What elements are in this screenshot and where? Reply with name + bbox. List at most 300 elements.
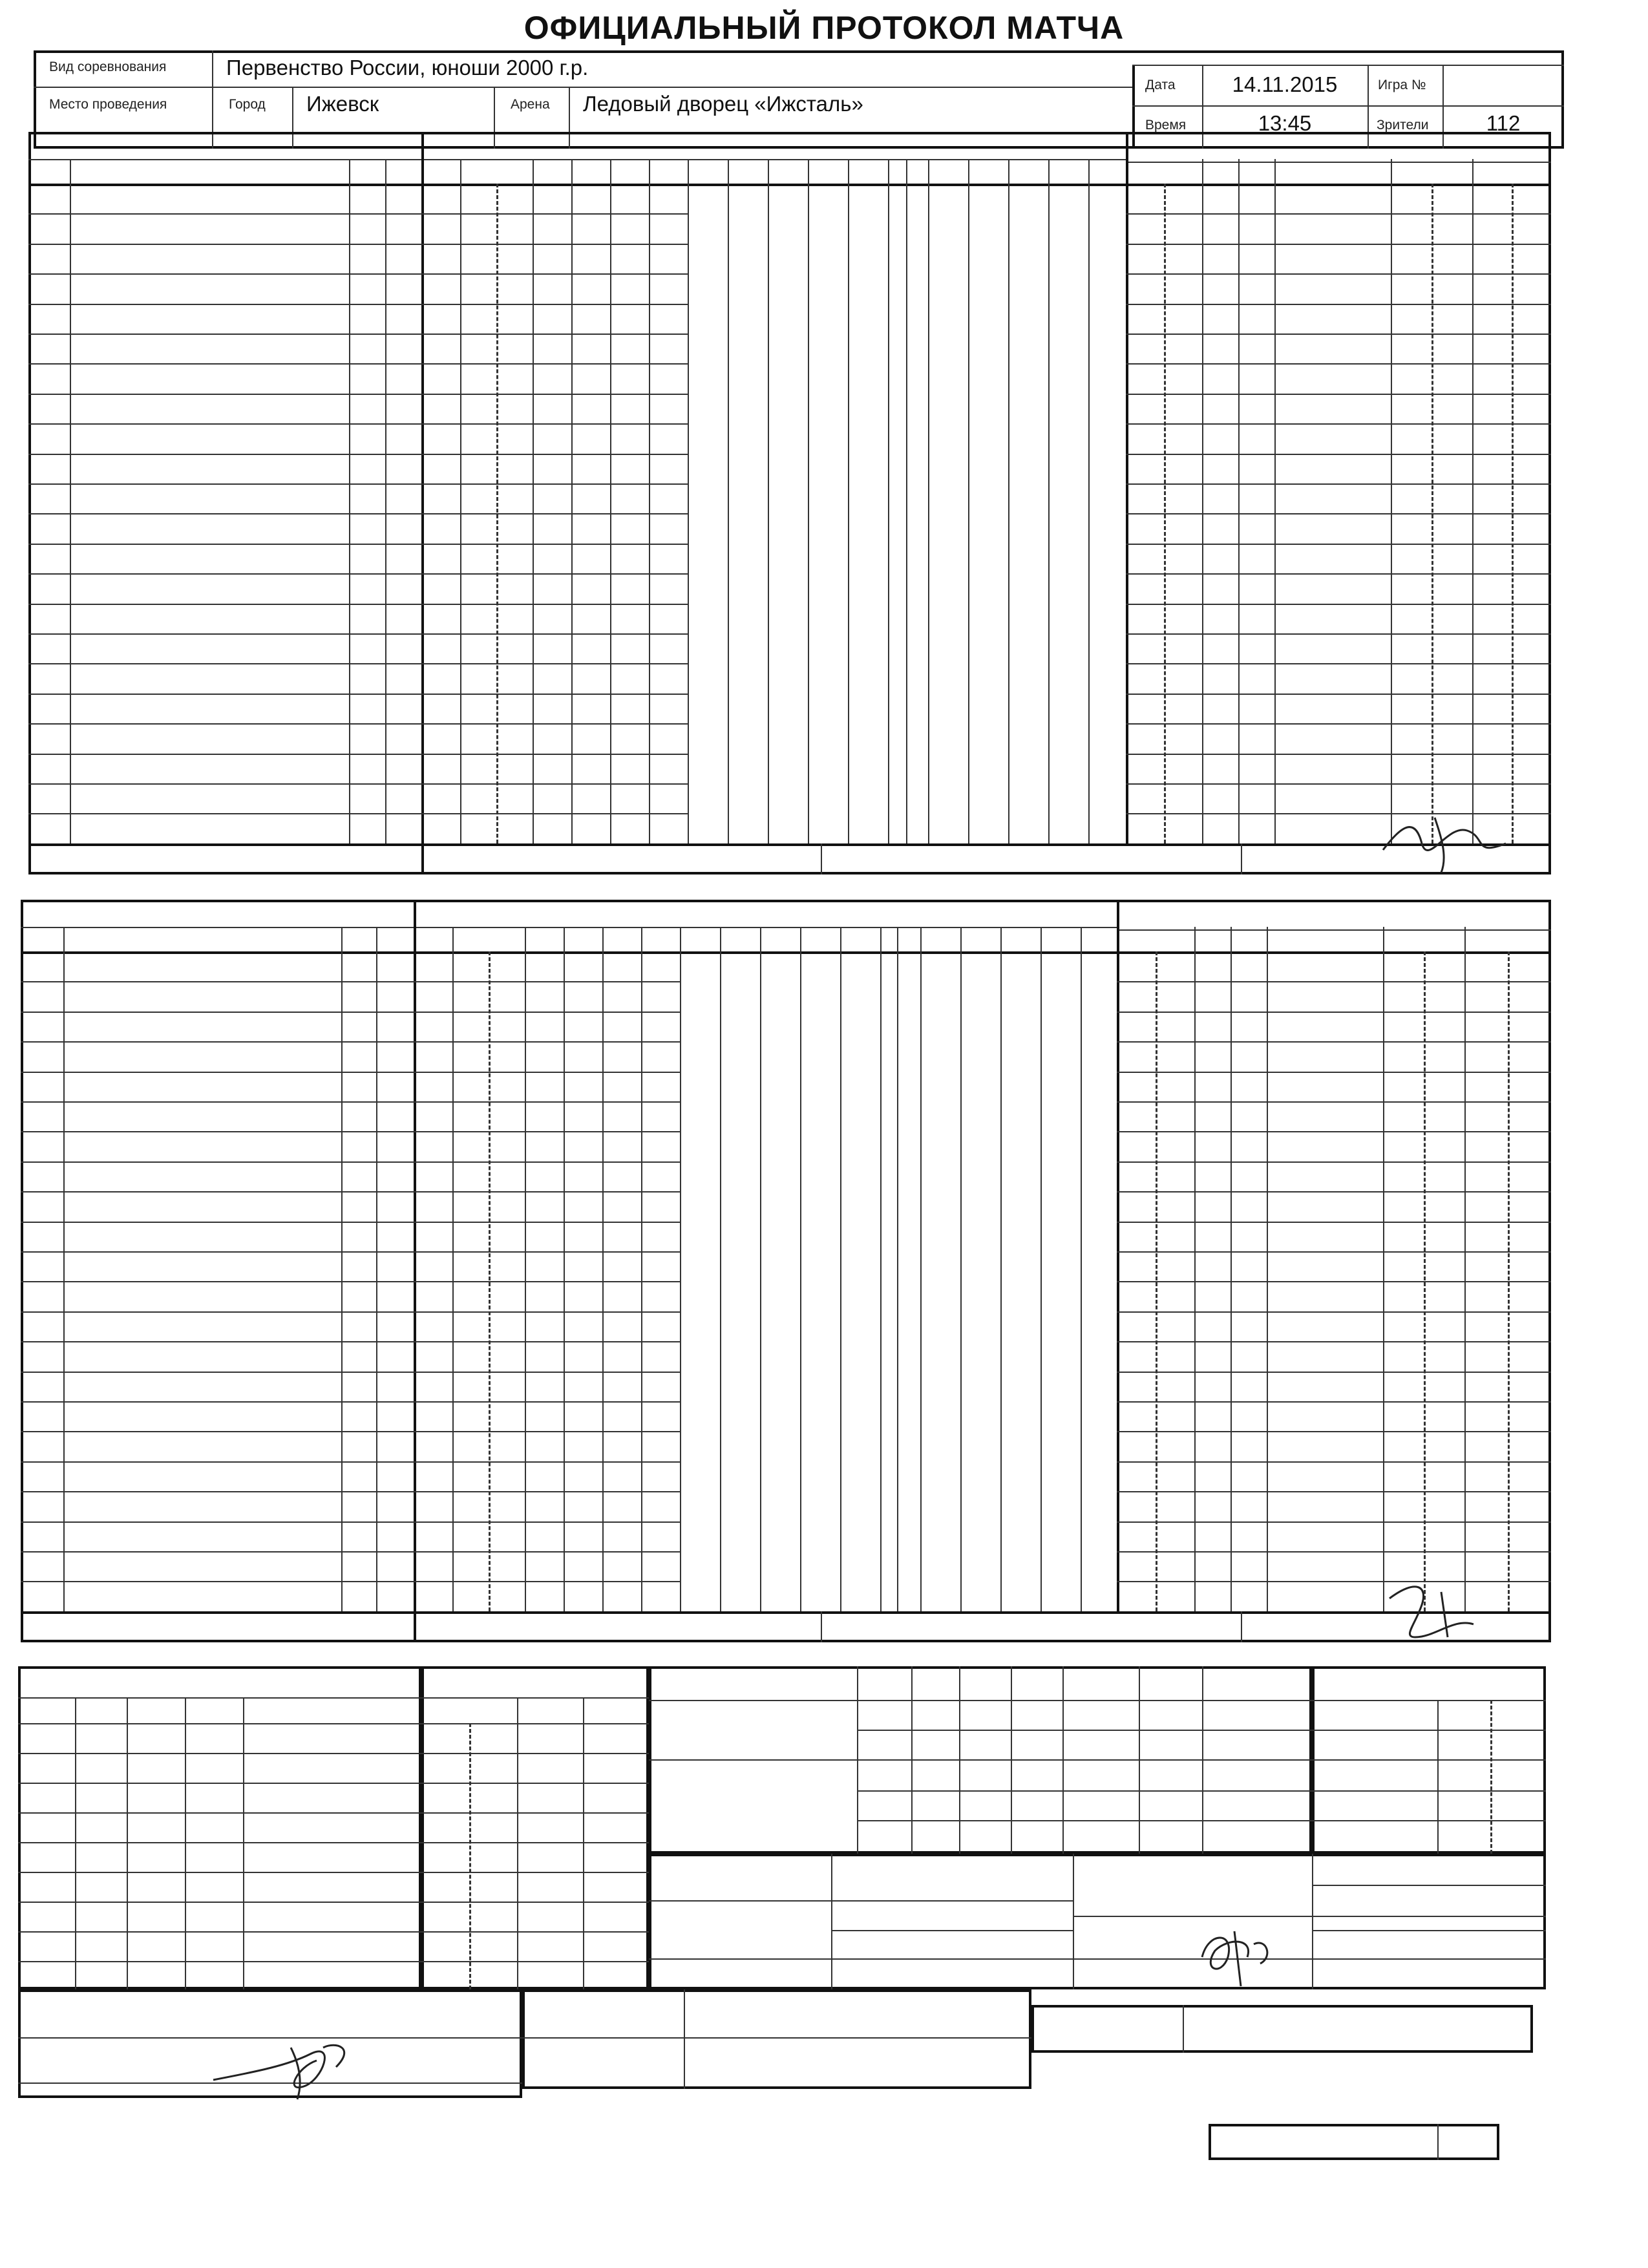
player-played xyxy=(385,213,421,243)
penalties-title xyxy=(1126,132,1551,162)
goal-minute xyxy=(460,244,496,273)
penalty-start-minute xyxy=(1391,334,1431,363)
penalty-start-minute xyxy=(1391,184,1431,213)
player-name xyxy=(70,513,341,543)
penalty-end-second xyxy=(1512,334,1551,363)
goal-assist xyxy=(571,273,610,303)
period-value xyxy=(959,1700,1011,1730)
penalty-minute xyxy=(1117,951,1156,981)
player-number xyxy=(21,1072,63,1101)
match-time-second xyxy=(1490,1730,1546,1759)
penalty-start-second xyxy=(1424,951,1464,981)
penalty-infraction xyxy=(1274,394,1391,423)
penalty-minutes xyxy=(1231,981,1267,1011)
rule-line xyxy=(1126,754,1551,755)
penalty-end-second xyxy=(1512,273,1551,303)
penalty-minutes xyxy=(1238,184,1274,213)
col-goal-time xyxy=(460,159,533,184)
period-col xyxy=(1011,1669,1062,1699)
secretary-signature xyxy=(1189,1918,1293,1989)
date-label: Дата xyxy=(1145,78,1176,92)
penalty-player xyxy=(1194,1012,1231,1041)
player-captaincy xyxy=(319,423,345,453)
penalty-minute xyxy=(1126,304,1164,334)
period-value xyxy=(1139,1790,1202,1820)
rule-line xyxy=(1117,1431,1551,1432)
goalie-time-second xyxy=(469,1783,517,1812)
shootout-col-goalie-a xyxy=(127,1699,185,1723)
col-goal-assist xyxy=(571,159,610,184)
penalty-start-minute xyxy=(1391,363,1431,393)
penalty-start-minute xyxy=(1383,951,1424,981)
shootout-col-b xyxy=(75,1699,127,1723)
penalty-end-second xyxy=(1512,304,1551,334)
player-played xyxy=(385,363,421,393)
penalty-minutes xyxy=(1238,304,1274,334)
penalty-minute xyxy=(1117,981,1156,1011)
player-number xyxy=(28,454,70,483)
penalty-start-minute xyxy=(1383,981,1424,1011)
goal-number xyxy=(414,981,452,1011)
player-captaincy xyxy=(312,1191,337,1221)
signature-scribble xyxy=(1377,805,1532,876)
penalty-infraction xyxy=(1274,244,1391,273)
period-value xyxy=(1011,1790,1062,1820)
penalty-minutes xyxy=(1231,1012,1267,1041)
penalty-player xyxy=(1202,244,1238,273)
player-name xyxy=(70,723,341,753)
player-position xyxy=(349,633,385,663)
col-pen-end xyxy=(1472,159,1551,184)
player-played xyxy=(376,1311,414,1341)
player-name xyxy=(70,573,341,603)
rule-line xyxy=(1126,694,1551,695)
player-played xyxy=(376,1041,414,1071)
player-played xyxy=(385,454,421,483)
player-captaincy xyxy=(319,633,345,663)
rule-line xyxy=(1117,1041,1551,1043)
rule-line xyxy=(21,1611,1551,1614)
penalty-minutes xyxy=(1238,394,1274,423)
goalie-col-b xyxy=(583,1699,649,1723)
penalty-player xyxy=(1202,363,1238,393)
player-name xyxy=(70,184,341,213)
rule-line xyxy=(1117,1222,1551,1223)
player-name xyxy=(63,1041,335,1071)
penalty-minute xyxy=(1126,244,1164,273)
match-time-label xyxy=(1312,1730,1437,1759)
goalie-time-minute xyxy=(421,1753,469,1783)
player-played xyxy=(385,604,421,633)
player-captaincy xyxy=(319,334,345,363)
player-number xyxy=(28,723,70,753)
col-goal-assist2 xyxy=(610,159,649,184)
player-captaincy xyxy=(312,1101,337,1131)
player-number xyxy=(21,1041,63,1071)
player-name xyxy=(63,1491,335,1521)
goalie-col-a xyxy=(517,1699,583,1723)
period-value xyxy=(1202,1790,1312,1820)
signature-scribble xyxy=(1377,1573,1532,1644)
col-goal-assist xyxy=(564,927,602,951)
rule-line xyxy=(1117,1372,1551,1373)
goal-minute xyxy=(460,273,496,303)
rule-line xyxy=(421,754,688,755)
player-captaincy xyxy=(319,663,345,693)
penalty-start-minute xyxy=(1391,304,1431,334)
player-position xyxy=(349,213,385,243)
player-number xyxy=(21,1461,63,1491)
player-number xyxy=(21,1281,63,1311)
player-number xyxy=(21,951,63,981)
penalty-player xyxy=(1202,423,1238,453)
rule-line xyxy=(1183,2005,1184,2053)
player-name xyxy=(70,423,341,453)
player-played xyxy=(385,723,421,753)
goals-title xyxy=(414,900,1117,927)
rule-line xyxy=(880,927,882,1611)
player-captaincy xyxy=(312,1012,337,1041)
goal-number xyxy=(414,951,452,981)
rule-line xyxy=(920,927,922,1611)
player-position xyxy=(341,1251,376,1281)
player-captaincy xyxy=(319,394,345,423)
goal-scorer xyxy=(525,951,564,981)
penalty-minutes xyxy=(1231,951,1267,981)
player-captaincy xyxy=(319,513,345,543)
player-position xyxy=(349,723,385,753)
period-col xyxy=(959,1669,1011,1699)
goal-number xyxy=(421,334,460,363)
player-captaincy xyxy=(319,694,345,723)
goal-number xyxy=(421,304,460,334)
rule-line xyxy=(831,1930,1073,1931)
rule-line xyxy=(414,1101,680,1103)
rule-line xyxy=(414,1401,680,1403)
player-position xyxy=(341,1461,376,1491)
player-captaincy xyxy=(319,363,345,393)
rule-line xyxy=(421,454,688,455)
penalty-minutes xyxy=(1238,334,1274,363)
period-value xyxy=(1202,1700,1312,1730)
goal-minute xyxy=(452,1012,489,1041)
player-position xyxy=(349,483,385,513)
col-ka xyxy=(296,927,341,951)
col-team-2 xyxy=(906,159,1126,184)
player-played xyxy=(385,334,421,363)
goal-assist xyxy=(571,334,610,363)
city-label: Город xyxy=(229,97,266,112)
player-position xyxy=(341,1072,376,1101)
goal-assist-2 xyxy=(610,304,649,334)
rule-line xyxy=(1117,1131,1551,1132)
period-value xyxy=(911,1700,959,1730)
player-played xyxy=(376,1372,414,1401)
rule-line xyxy=(720,927,721,1611)
rule-line xyxy=(421,423,688,425)
goal-strength xyxy=(649,244,688,273)
penalty-end-minute xyxy=(1472,363,1512,393)
rule-line xyxy=(821,1611,822,1642)
rule-line xyxy=(1081,927,1082,1611)
penalty-minute xyxy=(1126,334,1164,363)
penalty-start-second xyxy=(1424,981,1464,1011)
player-name xyxy=(63,1281,335,1311)
rule-line xyxy=(414,1191,680,1192)
player-position xyxy=(349,423,385,453)
rule-line xyxy=(421,1872,649,1873)
player-position xyxy=(349,663,385,693)
penalty-player xyxy=(1202,394,1238,423)
penalty-player xyxy=(1202,304,1238,334)
goal-strength xyxy=(649,184,688,213)
goalie-a-number xyxy=(517,1753,583,1783)
goal-assist-2 xyxy=(602,981,641,1011)
col-pen-min xyxy=(1231,927,1267,951)
penalty-start-minute xyxy=(1391,273,1431,303)
rule-line xyxy=(414,1551,680,1553)
penalty-start-minute xyxy=(1391,213,1431,243)
col-pos xyxy=(341,927,376,951)
rule-line xyxy=(821,843,822,874)
penalty-second xyxy=(1164,334,1202,363)
rule-line xyxy=(1126,633,1551,635)
player-position xyxy=(341,1191,376,1221)
player-name xyxy=(63,981,335,1011)
rule-line xyxy=(1126,604,1551,605)
rule-line xyxy=(857,1820,1312,1821)
penalty-minutes xyxy=(1238,273,1274,303)
goal-minute xyxy=(460,304,496,334)
player-position xyxy=(341,1341,376,1371)
player-number xyxy=(28,394,70,423)
rule-line xyxy=(840,927,841,1611)
player-captaincy xyxy=(312,1311,337,1341)
goalie-b-number xyxy=(583,1753,649,1783)
goal-second xyxy=(496,244,533,273)
penalty-start-minute xyxy=(1391,394,1431,423)
rule-line xyxy=(414,1372,680,1373)
period-value xyxy=(1011,1730,1062,1759)
penalty-minute xyxy=(1126,423,1164,453)
rule-line xyxy=(18,1783,421,1784)
player-played xyxy=(385,273,421,303)
main-referee-signature xyxy=(207,2028,375,2106)
period-col xyxy=(911,1669,959,1699)
match-time-minute xyxy=(1437,1730,1490,1759)
player-position xyxy=(349,604,385,633)
player-name xyxy=(70,604,341,633)
rule-line xyxy=(421,513,688,514)
player-played xyxy=(385,394,421,423)
rule-line xyxy=(414,1131,680,1132)
player-played xyxy=(376,1131,414,1161)
goal-second xyxy=(489,1012,525,1041)
player-name xyxy=(63,1072,335,1101)
rule-line xyxy=(421,1961,649,1962)
player-name xyxy=(63,1161,335,1191)
col-pen-time xyxy=(1117,927,1194,951)
penalty-end-second xyxy=(1508,951,1551,981)
player-captaincy xyxy=(319,304,345,334)
rule-line xyxy=(1126,544,1551,545)
player-captaincy xyxy=(312,1491,337,1521)
rule-line xyxy=(1117,1251,1551,1253)
player-name xyxy=(63,1461,335,1491)
col-pen-infr xyxy=(1267,927,1383,951)
goal-second xyxy=(496,334,533,363)
player-number xyxy=(21,981,63,1011)
rule-line xyxy=(421,633,688,635)
match-time-label xyxy=(1312,1790,1437,1820)
penalty-player xyxy=(1202,213,1238,243)
player-played xyxy=(376,1012,414,1041)
player-captaincy xyxy=(312,1041,337,1071)
player-position xyxy=(341,1222,376,1251)
col-goal-time xyxy=(452,927,525,951)
player-captaincy xyxy=(319,454,345,483)
period-team-label xyxy=(857,1759,911,1789)
penalty-player xyxy=(1202,334,1238,363)
rule-line xyxy=(649,1900,1073,1902)
rule-line xyxy=(18,1931,421,1933)
rule-line xyxy=(1117,1161,1551,1163)
goal-scorer xyxy=(533,273,571,303)
player-played xyxy=(385,483,421,513)
goal-number xyxy=(421,213,460,243)
place-label: Место проведения xyxy=(49,97,167,112)
col-team-1 xyxy=(688,159,906,184)
goalie-col-time xyxy=(421,1699,517,1723)
player-number xyxy=(28,604,70,633)
player-position xyxy=(341,1041,376,1071)
line-referee-box xyxy=(522,1989,1031,2089)
penalty-end-second xyxy=(1512,423,1551,453)
time-label: Время xyxy=(1145,118,1187,132)
goals-title xyxy=(421,132,1126,159)
penalties-title xyxy=(1117,900,1551,929)
penalty-infraction xyxy=(1274,304,1391,334)
player-captaincy xyxy=(319,213,345,243)
penalty-start-second xyxy=(1431,184,1472,213)
shootout-col-goalie-b xyxy=(185,1699,243,1723)
goal-second xyxy=(489,981,525,1011)
player-position xyxy=(349,454,385,483)
goal-strength xyxy=(649,304,688,334)
rule-line xyxy=(768,159,769,843)
player-captaincy xyxy=(312,1281,337,1311)
period-value xyxy=(959,1730,1011,1759)
player-number xyxy=(21,1372,63,1401)
date-value: 14.11.2015 xyxy=(1232,72,1338,96)
col-pen-min xyxy=(1238,159,1274,184)
goal-number xyxy=(421,273,460,303)
player-captaincy xyxy=(319,544,345,573)
goal-minute xyxy=(460,213,496,243)
player-position xyxy=(341,1491,376,1521)
player-name xyxy=(70,334,341,363)
col-goal-scorer xyxy=(533,159,571,184)
goal-strength xyxy=(649,273,688,303)
rule-line xyxy=(18,1723,421,1724)
period-value xyxy=(959,1790,1011,1820)
col-pen-start xyxy=(1383,927,1464,951)
period-value xyxy=(959,1759,1011,1789)
rule-line xyxy=(1241,1611,1242,1642)
rule-line xyxy=(421,394,688,395)
goalie-b-number xyxy=(583,1812,649,1842)
rule-line xyxy=(1126,573,1551,575)
officials-box xyxy=(649,1854,1546,1989)
rule-line xyxy=(127,1697,128,1989)
player-number xyxy=(28,334,70,363)
rule-line xyxy=(414,1461,680,1463)
rule-line xyxy=(1312,1820,1546,1821)
rule-line xyxy=(1117,1311,1551,1313)
penalty-infraction xyxy=(1274,334,1391,363)
rule-line xyxy=(897,927,898,1611)
player-position xyxy=(349,334,385,363)
match-time-label xyxy=(1312,1700,1437,1730)
penalty-end-second xyxy=(1512,184,1551,213)
goal-scorer xyxy=(533,244,571,273)
penalty-infraction xyxy=(1274,273,1391,303)
period-value xyxy=(911,1759,959,1789)
player-played xyxy=(376,1401,414,1431)
rule-line xyxy=(421,483,688,485)
penalty-end-minute xyxy=(1472,334,1512,363)
rule-line xyxy=(688,159,689,843)
player-captaincy xyxy=(319,604,345,633)
player-name xyxy=(63,1401,335,1431)
player-name xyxy=(70,483,341,513)
rule-line xyxy=(421,544,688,545)
player-captaincy xyxy=(319,723,345,753)
player-position xyxy=(341,1431,376,1461)
col-num xyxy=(21,927,63,951)
rule-line xyxy=(1126,723,1551,725)
match-time-minute xyxy=(1437,1700,1490,1730)
rule-line xyxy=(1117,1491,1551,1492)
goal-scorer xyxy=(533,213,571,243)
period-value xyxy=(1202,1730,1312,1759)
page-title: ОФИЦИАЛЬНЫЙ ПРОТОКОЛ МАТЧА xyxy=(523,10,1125,46)
match-time-second xyxy=(1490,1759,1546,1789)
player-position xyxy=(349,573,385,603)
rule-line xyxy=(1241,843,1242,874)
player-number xyxy=(21,1012,63,1041)
player-name xyxy=(70,363,341,393)
penalty-infraction xyxy=(1274,184,1391,213)
goalie-b-number xyxy=(583,1723,649,1753)
player-position xyxy=(341,1311,376,1341)
goal-second xyxy=(496,273,533,303)
rule-line xyxy=(414,1072,680,1073)
rule-line xyxy=(888,159,889,843)
player-number xyxy=(21,1131,63,1161)
goal-assist xyxy=(564,951,602,981)
penalty-start-second xyxy=(1424,1012,1464,1041)
rule-line xyxy=(421,604,688,605)
rule-line xyxy=(1000,927,1002,1611)
goalie-a-number xyxy=(517,1723,583,1753)
player-number xyxy=(28,423,70,453)
penalty-second xyxy=(1164,244,1202,273)
rule-line xyxy=(414,1521,680,1523)
penalty-minutes xyxy=(1238,423,1274,453)
penalty-second xyxy=(1156,981,1194,1011)
penalty-second xyxy=(1164,363,1202,393)
